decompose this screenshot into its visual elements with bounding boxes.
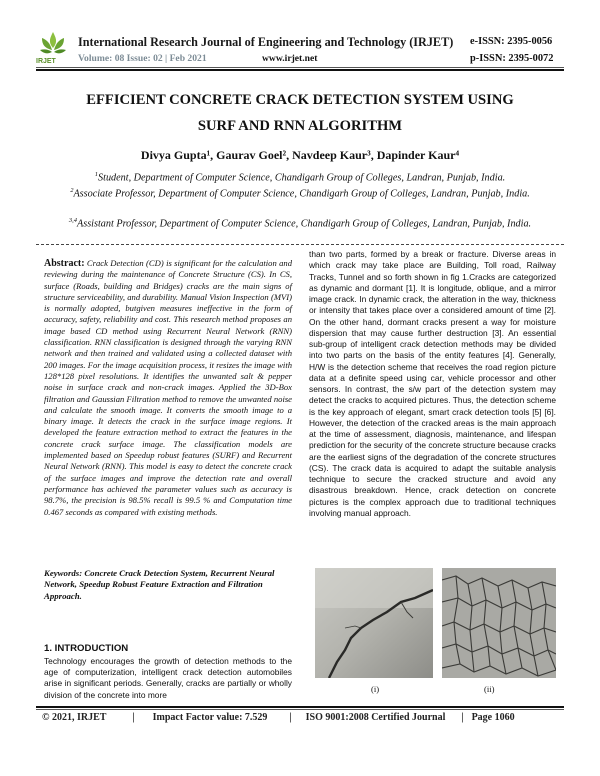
logo-text: IRJET bbox=[36, 58, 56, 65]
introduction-text: Technology encourages the growth of detection methods to the age of computerization, intelligent crack detection automobiles arise in significant periods. Generally, cracks are partially or wholly division of the concrete into more bbox=[44, 656, 292, 700]
footer-rule-thin bbox=[36, 709, 564, 710]
footer-page-number: Page 1060 bbox=[471, 712, 515, 723]
affiliation-2 bbox=[60, 184, 540, 201]
abstract-label: Abstract: bbox=[44, 258, 85, 269]
footer-separator-2: | bbox=[289, 712, 292, 723]
header-rule-thin bbox=[36, 67, 564, 68]
journal-header bbox=[0, 0, 600, 72]
abstract-text: Crack Detection (CD) is significant for the calculation and reviewing during the maintenance of Concrete Structure (CS). In CS, surface (Roads, building and Bridges) cracks are the main signs of structure serviceability, and durability. Manual Vision Inspection (MVI) is normally adopted, butgiven measures ineffective in the form of accuracy, safety, reliability and cost. This research method proposes an image based CD method using Recurrent Neural Network (RNN) classification. RNN classification is designed through the varying RNN network and then trained and validated using a collected dataset with 200 images. For the image acquisition process, it resizes the image with 128*128 pixel resolutions. It identifies the unwanted salt & pepper noise in surface crack and non-crack images. Applied the 3D-Box filtration and Gaussian Filtration method to remove the unwanted noise and calculate the smooth image. It converts the smooth image to a binary image. It detects the crack in the surface image regions. It developed the feature extraction method to extract the features in the concrete crack surface image. The classification models are implemented based on Speedup robust features (SURF) and Recurrent Neural Network (RNN). This model is easy to detect the concrete crack of the surface images and improve the detection rate and overall performance has achieved the parameter values such as accuracy is 98.7%, the precision is 98.5% recall is 99.5 % and Computation time 0.467 seconds as compared with existing methods. bbox=[44, 258, 292, 517]
abstract bbox=[44, 258, 292, 518]
affiliation-1-text: Student, Department of Computer Science, Chandigarh Group of Colleges, Landran, Punjab, India. bbox=[98, 172, 506, 184]
affiliation-2-text: Associate Professor, Department of Computer Science, Chandigarh Group of Colleges, Landran, Punjab, India. bbox=[73, 188, 530, 200]
paper-title-line-1: EFFICIENT CONCRETE CRACK DETECTION SYSTEM USING bbox=[86, 92, 514, 108]
affiliation-2-sup: 2 bbox=[70, 187, 74, 194]
footer-impact-factor: Impact Factor value: 7.529 bbox=[152, 712, 268, 723]
footer-separator-1: | bbox=[132, 712, 135, 723]
footer-iso: ISO 9001:2008 Certified Journal bbox=[305, 712, 446, 723]
keywords: Keywords: Concrete Crack Detection System, Recurrent Neural Network, Speedup Robust Feature Extraction and Filtration Approach. bbox=[44, 568, 275, 601]
author-list: Divya Gupta¹, Gaurav Goel², Navdeep Kaur³, Dapinder Kaur⁴ bbox=[140, 148, 460, 162]
figure-caption-i: (i) bbox=[371, 684, 380, 694]
journal-title: International Research Journal of Engineering and Technology (IRJET) bbox=[78, 35, 454, 49]
crack-photo-i bbox=[315, 568, 433, 678]
header-rule-thick bbox=[36, 69, 564, 71]
affiliation-3-sup: 3,4 bbox=[68, 217, 78, 224]
affiliation-1 bbox=[60, 168, 540, 185]
crack-photo-ii bbox=[442, 568, 556, 678]
footer-copyright: © 2021, IRJET bbox=[42, 712, 107, 723]
section-heading-introduction: 1. INTRODUCTION bbox=[44, 643, 129, 654]
eissn: e-ISSN: 2395-0056 bbox=[470, 36, 553, 47]
footer-separator-3: | bbox=[461, 712, 464, 723]
figure-caption-ii: (ii) bbox=[484, 684, 495, 694]
affiliation-1-sup: 1 bbox=[94, 171, 99, 178]
footer-rule-thick bbox=[36, 706, 564, 708]
page-footer bbox=[36, 712, 564, 723]
affiliation-3 bbox=[60, 214, 540, 231]
right-column-text: than two parts, formed by a break or fracture. Diverse areas in which crack may take place are Building, Toll road, Railway Tracks, Tunnel and so forth shown in fig 1.Cracks are categorized as dynamic and dormant [1]. It is longitude, oblique, and a mirror image crack. In dynamic crack, the alteration in the way, thickness or intensity that takes place over a considered amount of time [2]. On the other hand, dormant cracks present a way for moisture dispersion that may cause further destruction [3]. An essential sub-group of intelligent crack detection methods may be divided into two parts on the basis of the entity features [4]. Generally, H/W is the detection scheme that receives the road region picture data at a definite speed using car, vehicle processor and other sensors. In contrast, the s/w part of the detection system may detect the cracks to acquired pictures. Thus, the detection scheme is the key approach of elegant, smart crack detection tools [5] [6]. However, the detection of the cracked areas is the main approach at the time of assessment, diagnosis, maintenance, and lifespan prediction for the security of the concrete structure because cracks are the earliest signs of the degradation of the concrete structures (CS). The crack data is acquired to adapt the suitable analysis technique to secure the cracked structure and avoid any disastrous breakdown. Hence, crack detection on concrete pictures is the complex approach due to traditional techniques involving manual approach. bbox=[309, 249, 556, 518]
paper-title-line-2: SURF AND RNN ALGORITHM bbox=[197, 118, 403, 134]
affiliation-3-text: Assistant Professor, Department of Computer Science, Chandigarh Group of Colleges, Landran, Punjab, India. bbox=[77, 218, 532, 230]
section-divider bbox=[36, 244, 564, 245]
volume-issue: Volume: 08 Issue: 02 | Feb 2021 bbox=[78, 53, 207, 64]
pissn: p-ISSN: 2395-0072 bbox=[470, 53, 554, 64]
website-link[interactable]: www.irjet.net bbox=[262, 53, 318, 64]
